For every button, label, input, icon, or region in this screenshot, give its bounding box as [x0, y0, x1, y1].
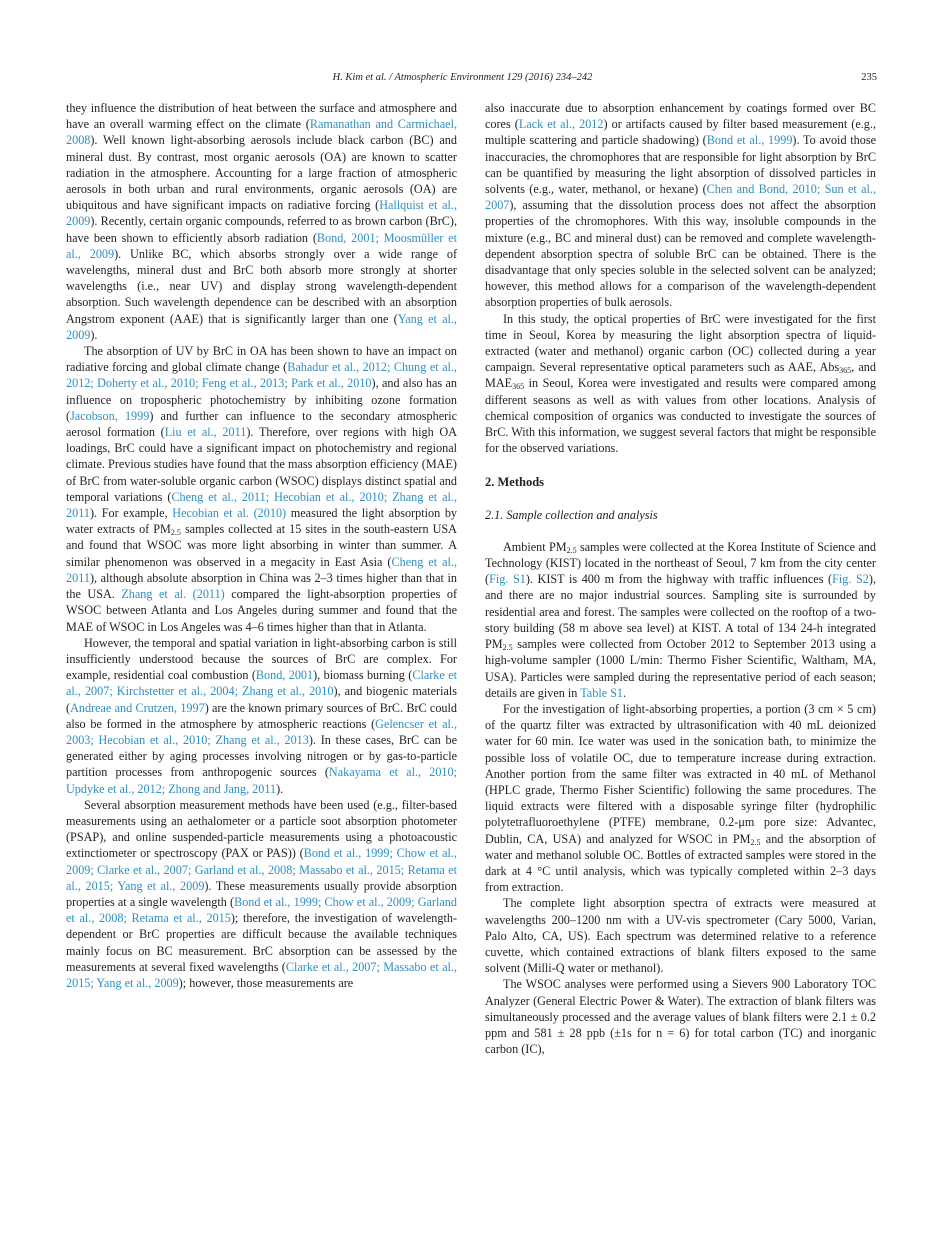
- text-run: in Seoul, Korea were investigated and results were compared among different seasons as well as with values from other locations. Analysis of chemical composition of organics was conducted to investigate the sources of BrC. With this information, we suggest several factors that might be responsible for the observed variations.: [485, 376, 876, 456]
- text-run: they influence the distribution of heat between the surface and atmosphere and have an overall warming effect on the climate (: [66, 101, 457, 132]
- text-run: ); however, those measurements are: [178, 975, 354, 990]
- left-column: [66, 100, 457, 991]
- text-run: ). For example,: [89, 506, 173, 521]
- subscript: 2.5: [170, 528, 181, 538]
- text-run: ), and also has an influence on tropospheric photochemistry by inhibiting ozone formation (: [66, 376, 457, 423]
- paragraph: [66, 100, 457, 343]
- text-run: ), assuming that the dissolution process does not affect the absorption properties of the chromophores. With this way, insoluble compounds in the mixture (e.g., BC and mineral dust) can be removed and complete wavelength-dependent absorption spectra of soluble BrC can be obtained. There is the disadvantage that only species soluble in the selected solvent can be analyzed; however, this method allows for a comparison of the wavelength-dependent absorption properties of bulk aerosols.: [485, 198, 876, 310]
- text-run: ). KIST is 400 m from the highway with traffic influences (: [525, 572, 833, 587]
- citation-link[interactable]: Yang et al., 2009: [66, 311, 457, 342]
- citation-link[interactable]: Bond, 2001; Moosmüller et al., 2009: [66, 230, 457, 261]
- paragraph: [66, 797, 457, 991]
- text-run: and the absorption of water and methanol soluble OC. Bottles of extracted samples were stored in the dark at 4 °C until analysis, which was typically completed within 2–3 days from extraction.: [485, 831, 876, 895]
- text-run: ).: [90, 327, 98, 342]
- text-run: ). Therefore, over regions with high OA loadings, BrC could have a significant impact on photochemistry and regional climate. Previous studies have found that the mass absorption efficiency (MAE) of BrC from water-soluble organic carbon (WSOC) displays distinct spatial and temporal variations (: [66, 425, 457, 504]
- paragraph: [66, 635, 457, 797]
- text-run: , and MAE: [485, 360, 876, 391]
- citation-link[interactable]: Bond, 2001: [255, 668, 314, 683]
- text-run: ). Unlike BC, which absorbs strongly over a wide range of wavelengths, mineral dust and BrC both absorb more strongly at shorter wavelengths (i.e., near UV) and display strong wavelength-dependent absorption. Such wavelength dependence can be described with an absorption Angstrom exponent (AAE) that is significantly larger than one (: [66, 246, 457, 326]
- text-run: ), biomass burning (: [313, 668, 413, 683]
- text-run: ). Recently, certain organic compounds, referred to as brown carbon (BrC), have been shown to efficiently absorb radiation (: [66, 214, 457, 245]
- text-run: samples were collected from October 2012 to September 2013 using a high-volume sampler (1000 L/min: Thermo Fisher Scientific, Waltham, MA, USA). Particles were sampled during the representative period of each season; details are given in: [485, 637, 876, 700]
- text-run: ).: [276, 781, 284, 796]
- citation-link[interactable]: Hallquist et al., 2009: [66, 198, 457, 229]
- citation-link[interactable]: Cheng et al., 2011; Hecobian et al., 2010; Zhang et al., 2011: [66, 489, 457, 521]
- text-run: ). These measurements usually provide absorption properties at a single wavelength (: [66, 878, 457, 909]
- subscript: 2.5: [566, 545, 577, 555]
- text-run: ), and biogenic materials (: [66, 684, 457, 715]
- text-run: ) or artifacts caused by filter based measurement (e.g., multiple scattering and particle shadowing) (: [485, 117, 876, 148]
- subscript: 2.5: [750, 837, 761, 847]
- subscript: 365: [839, 366, 852, 376]
- paragraph: [485, 539, 876, 701]
- text-run: Several absorption measurement methods have been used (e.g., filter-based measurements using an aethalometer or a particle soot absorption photometer (PSAP), and online suspended-particle measurements using a photoacoustic extinctiometer or spectroscopy (PAX or PAS)) (: [66, 797, 457, 861]
- text-run: ), although absolute absorption in China was 2–3 times higher than that in the USA.: [66, 570, 457, 602]
- text-run: The complete light absorption spectra of extracts were measured at wavelengths 200–1200 nm with a UV-vis spectrometer (Cary 5000, Varian, Palo Alto, CA, US). Each spectrum was determined relative to a reference cuvette, which contained extractions of blank filters exposed to the same solvent (Milli-Q water or methanol).: [485, 896, 876, 976]
- text-run: The WSOC analyses were performed using a Sievers 900 Laboratory TOC Analyzer (General Electric Power & Water). The extraction of blank filters was simultaneously processed and the average values of blank filters were 2.1 ± 0.2 ppm and 581 ± 28 ppb (±1s for n = 6) for total carbon (TC) and inorganic carbon (IC),: [485, 977, 876, 1057]
- journal-citation: H. Kim et al. / Atmospheric Environment 129 (2016) 234–242: [332, 72, 593, 83]
- section-heading: 2. Methods: [485, 475, 545, 490]
- citation-link[interactable]: Hecobian et al. (2010): [172, 506, 287, 521]
- text-run: samples were collected at the Korea Institute of Science and Technology (KIST) located in the northeast of Seoul, 7 km from the city center (: [485, 539, 876, 587]
- running-header: [0, 72, 925, 90]
- text-run: compared the light-absorption properties of WSOC between Atlanta and Los Angeles during summer and found that the MAE of WSOC in Los Angeles was 4–6 times higher than that in Atlanta.: [66, 587, 457, 634]
- citation-link[interactable]: Gelencser et al., 2003; Hecobian et al., 2010; Zhang et al., 2013: [66, 716, 457, 747]
- text-run: In this study, the optical properties of BrC were investigated for the first time in Seoul, Korea by measuring the light absorption spectra of liquid-extracted (water and methanol) organic carbon (OC) collected during a year campaign. Several representative optical parameters such as AAE, Abs: [485, 311, 876, 375]
- text-run: ). Well known light-absorbing aerosols include black carbon (BC) and mineral dust. By contrast, most organic aerosols (OA) are known to scatter radiation in the atmosphere. Accounting for a large fraction of atmospheric aerosols in both urban and rural environments, organic aerosols (OA) are ubiquitous and have significant impacts on radiative forcing (: [66, 133, 457, 213]
- citation-link[interactable]: Fig. S1: [489, 572, 526, 587]
- citation-link[interactable]: Chen and Bond, 2010; Sun et al., 2007: [485, 182, 876, 213]
- text-run: also inaccurate due to absorption enhancement by coatings formed over BC cores (: [485, 101, 876, 132]
- citation-link[interactable]: Table S1: [580, 685, 624, 700]
- text-run: The absorption of UV by BrC in OA has been shown to have an impact on radiative forcing and global climate change (: [66, 344, 457, 375]
- text-run: ); therefore, the investigation of wavelength-dependent or BrC properties are difficult because the available techniques mainly focus on BC measurement. BrC absorption can be assessed by the measurements at several fixed wavelengths (: [66, 911, 457, 974]
- citation-link[interactable]: Jacobson, 1999: [70, 408, 150, 423]
- text-run: ), and there are no major industrial sources. Sampling site is surrounded by residential area and forest. The samples were collected on the rooftop of a two-story building (58 m above sea level) at KIST. A total of 134 24-h integrated PM: [485, 572, 877, 652]
- paragraph: [485, 701, 876, 895]
- text-run: ). In these cases, BrC can be generated either by aging processes involving nitrogen or by gas-to-particle partition processes from anthropogenic sources (: [66, 732, 457, 780]
- citation-link[interactable]: Clarke et al., 2007; Kirchstetter et al., 2004; Zhang et al., 2010: [66, 668, 457, 699]
- right-column: [485, 100, 876, 1057]
- citation-link[interactable]: Nakayama et al., 2010; Updyke et al., 2012; Zhong and Jang, 2011: [66, 765, 457, 796]
- citation-link[interactable]: Lack et al., 2012: [518, 117, 604, 132]
- text-run: samples collected at 15 sites in the south-eastern USA and found that WSOC was more light absorbing in winter than summer. A similar phenomenon was observed in a megacity in East Asia (: [66, 522, 457, 569]
- citation-link[interactable]: Bond et al., 1999; Chow et al., 2009; Clarke et al., 2007; Garland et al., 2008; Massabo et al., 2015; Retama et al., 2015; Yang et al., 2009: [66, 846, 457, 893]
- citation-link[interactable]: Fig. S2: [832, 572, 869, 587]
- subsection-heading: 2.1. Sample collection and analysis: [485, 507, 658, 522]
- citation-link[interactable]: Bahadur et al., 2012; Chung et al., 2012; Doherty et al., 2010; Feng et al., 2013; Park et al., 2010: [66, 360, 457, 391]
- subscript: 2.5: [502, 643, 513, 653]
- page-number: 235: [861, 72, 877, 83]
- text-run: For the investigation of light-absorbing properties, a portion (3 cm × 5 cm) of the quartz filter was extracted by ultrasonification with 40 mL deionized water for 60 min. Ice water was used in the sonication bath, to minimize the possible loss of volatile OC, due to temperature increase during extraction. Another portion from the same filter was extracted in 40 mL of Methanol (HPLC grade, Thermo Fisher Scientific) following the same procedures. The liquid extracts were filtered with a disposable syringe filter (hydrophilic polytetrafluoroethylene (PTFE) membrane, 0.2-μm pore size: Advantec, Dublin, CA, USA) and analyzed for WSOC in PM: [485, 701, 876, 846]
- citation-link[interactable]: Andreae and Crutzen, 1997: [70, 700, 205, 715]
- text-run: ) are the known primary sources of BrC. BrC could also be formed in the atmosphere by atmospheric reactions (: [66, 700, 458, 731]
- text-run: ) and further can influence to the secondary atmospheric aerosol formation (: [66, 408, 457, 440]
- paragraph: [485, 311, 876, 457]
- text-run: However, the temporal and spatial variation in light-absorbing carbon is still insufficiently understood because the sources of BrC are complex. For example, residential coal combustion (: [66, 635, 457, 683]
- paragraph: [485, 100, 876, 311]
- citation-link[interactable]: Clarke et al., 2007; Massabo et al., 2015; Yang et al., 2009: [66, 959, 457, 990]
- citation-link[interactable]: Ramanathan and Carmichael, 2008: [66, 117, 458, 148]
- text-run: ). To avoid those inaccuracies, the chromophores that are responsible for light absorption by BrC can be quantified by measuring the light absorption of dissolved particles in solvents (e.g., water, methanol, or hexane) (: [485, 133, 876, 197]
- paragraph: [485, 895, 876, 976]
- citation-link[interactable]: Cheng et al., 2011: [66, 554, 457, 585]
- text-run: measured the light absorption by water extracts of PM: [66, 506, 458, 537]
- citation-link[interactable]: Zhang et al. (2011): [121, 587, 225, 602]
- text-run: .: [623, 685, 627, 700]
- citation-link[interactable]: Liu et al., 2011: [164, 425, 247, 440]
- citation-link[interactable]: Bond et al., 1999; Chow et al., 2009; Garland et al., 2008; Retama et al., 2015: [66, 894, 457, 926]
- subscript: 365: [512, 382, 525, 392]
- paragraph: [66, 343, 457, 635]
- text-run: Ambient PM: [503, 539, 567, 554]
- paragraph: [485, 976, 876, 1057]
- citation-link[interactable]: Bond et al., 1999: [706, 133, 793, 148]
